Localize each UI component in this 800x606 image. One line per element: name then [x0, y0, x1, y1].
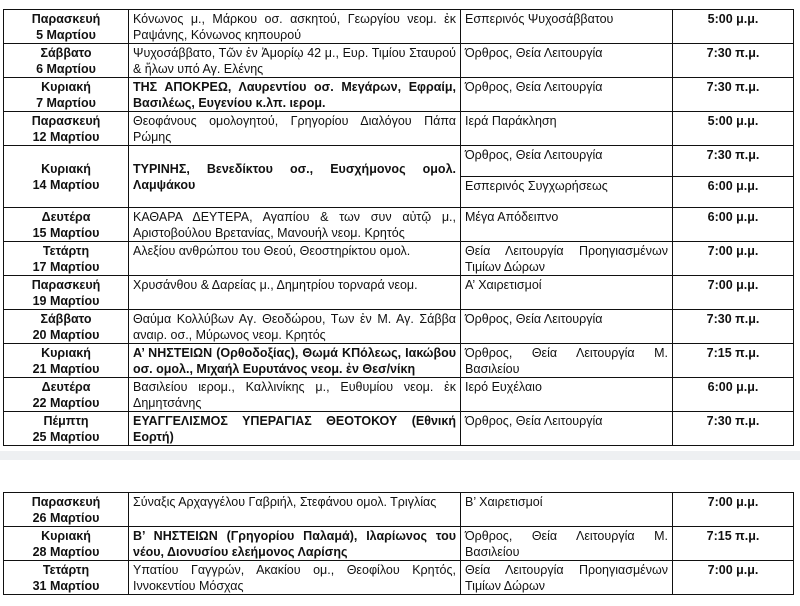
day-name: Κυριακή: [41, 346, 91, 360]
time-cell: 7:00 μ.μ.: [673, 276, 794, 310]
time-cell: 5:00 μ.μ.: [673, 10, 794, 44]
service-cell: Β’ Χαιρετισμοί: [461, 493, 673, 527]
feast-cell: Θαύμα Κολλύβων Αγ. Θεοδώρου, Των ἐν Μ. Αγ. Σάββα αναιρ. οσ., Μύρωνος νεομ. Κρητός: [129, 310, 461, 344]
table-row: [4, 208, 794, 242]
date-text: 31 Μαρτίου: [32, 579, 100, 593]
date-text: 14 Μαρτίου: [32, 178, 100, 192]
day-name: Πέμπτη: [43, 414, 89, 428]
date-text: 26 Μαρτίου: [32, 511, 100, 525]
feast-cell: Σύναξις Αρχαγγέλου Γαβριήλ, Στεφάνου ομολ. Τριγλίας: [129, 493, 461, 527]
feast-cell: Β’ ΝΗΣΤΕΙΩΝ (Γρηγορίου Παλαμά), Ιλαρίωνος του νέου, Διονυσίου ελεήμονος Λαρίσης: [129, 527, 461, 561]
time-cell: 7:00 μ.μ.: [673, 493, 794, 527]
feast-cell: ΚΑΘΑΡΑ ΔΕΥΤΕΡΑ, Αγαπίου & των συν αὐτῷ μ., Αριστοβούλου Βρετανίας, Μανουήλ νεομ. Κρητός: [129, 208, 461, 242]
date-text: 19 Μαρτίου: [32, 294, 100, 308]
service-cell: Εσπερινός Ψυχοσάββατου: [461, 10, 673, 44]
day-name: Σάββατο: [40, 312, 92, 326]
schedule-table-1: [3, 9, 794, 446]
date-cell: [4, 44, 129, 78]
table-row: [4, 242, 794, 276]
date-text: 12 Μαρτίου: [32, 130, 100, 144]
feast-cell: Βασιλείου ιερομ., Καλλινίκης μ., Ευθυμίου νεομ. ἐκ Δημητσάνης: [129, 378, 461, 412]
service-cell: Όρθρος, Θεία Λειτουργία Μ. Βασιλείου: [461, 527, 673, 561]
table-row: [4, 378, 794, 412]
date-cell: [4, 493, 129, 527]
date-cell: [4, 527, 129, 561]
date-cell: [4, 10, 129, 44]
table-row: [4, 44, 794, 78]
time-cell: 7:30 π.μ.: [673, 146, 794, 177]
table-row: [4, 561, 794, 595]
date-text: 22 Μαρτίου: [32, 396, 100, 410]
feast-cell: Κόνωνος μ., Μάρκου οσ. ασκητού, Γεωργίου νεομ. ἐκ Ραψάνης, Κόνωνος κηπουρού: [129, 10, 461, 44]
day-name: Κυριακή: [41, 80, 91, 94]
date-cell: [4, 208, 129, 242]
time-cell: 7:15 π.μ.: [673, 527, 794, 561]
date-text: 17 Μαρτίου: [32, 260, 100, 274]
day-name: Παρασκευή: [31, 495, 101, 509]
day-name: Δευτέρα: [41, 380, 91, 394]
feast-cell: Ψυχοσάββατο, Τῶν ἐν Ἀμορίῳ 42 μ., Ευρ. Τιμίου Σταυρού & ἥλων υπό Αγ. Ελένης: [129, 44, 461, 78]
day-name: Παρασκευή: [31, 114, 101, 128]
service-cell: Όρθρος, Θεία Λειτουργία: [461, 78, 673, 112]
service-cell: Ιερό Ευχέλαιο: [461, 378, 673, 412]
date-text: 7 Μαρτίου: [36, 96, 96, 110]
service-cell: Α’ Χαιρετισμοί: [461, 276, 673, 310]
service-cell: Θεία Λειτουργία Προηγιασμένων Τιμίων Δώρων: [461, 561, 673, 595]
service-cell: Όρθρος, Θεία Λειτουργία: [461, 310, 673, 344]
date-text: 28 Μαρτίου: [32, 545, 100, 559]
table-row: [4, 310, 794, 344]
table-row: [4, 78, 794, 112]
date-cell: [4, 112, 129, 146]
feast-cell: Αλεξίου ανθρώπου του Θεού, Θεοστηρίκτου ομολ.: [129, 242, 461, 276]
date-cell: [4, 146, 129, 208]
time-cell: 6:00 μ.μ.: [673, 177, 794, 208]
table-row: [4, 412, 794, 446]
day-name: Κυριακή: [41, 529, 91, 543]
date-cell: [4, 276, 129, 310]
time-cell: 7:00 μ.μ.: [673, 561, 794, 595]
schedule-table-2: [3, 492, 794, 595]
table-row: [4, 344, 794, 378]
time-cell: 7:00 μ.μ.: [673, 242, 794, 276]
service-cell: Όρθρος, Θεία Λειτουργία Μ. Βασιλείου: [461, 344, 673, 378]
feast-cell: Υπατίου Γαγγρών, Ακακίου ομ., Θεοφίλου Κρητός, Ιννοκεντίου Μόσχας: [129, 561, 461, 595]
day-name: Τετάρτη: [42, 244, 90, 258]
date-cell: [4, 344, 129, 378]
day-name: Δευτέρα: [41, 210, 91, 224]
service-cell: Θεία Λειτουργία Προηγιασμένων Τιμίων Δώρων: [461, 242, 673, 276]
date-text: 6 Μαρτίου: [36, 62, 96, 76]
date-text: 15 Μαρτίου: [32, 226, 100, 240]
table-row: [4, 276, 794, 310]
feast-cell: Χρυσάνθου & Δαρείας μ., Δημητρίου τορναρά νεομ.: [129, 276, 461, 310]
day-name: Κυριακή: [41, 162, 91, 176]
service-cell: Ιερά Παράκληση: [461, 112, 673, 146]
time-cell: 7:30 π.μ.: [673, 412, 794, 446]
service-cell: Μέγα Απόδειπνο: [461, 208, 673, 242]
day-name: Τετάρτη: [42, 563, 90, 577]
date-text: 25 Μαρτίου: [32, 430, 100, 444]
page-break: [0, 451, 800, 460]
day-name: Σάββατο: [40, 46, 92, 60]
date-cell: [4, 78, 129, 112]
service-cell: Όρθρος, Θεία Λειτουργία: [461, 44, 673, 78]
time-cell: 6:00 μ.μ.: [673, 208, 794, 242]
table-row: [4, 493, 794, 527]
table-row: [4, 527, 794, 561]
date-cell: [4, 378, 129, 412]
service-cell: Όρθρος, Θεία Λειτουργία: [461, 412, 673, 446]
date-cell: [4, 310, 129, 344]
day-name: Παρασκευή: [31, 278, 101, 292]
service-cell: Όρθρος, Θεία Λειτουργία: [461, 146, 673, 177]
table-row: [4, 112, 794, 146]
time-cell: 7:30 π.μ.: [673, 44, 794, 78]
day-name: Παρασκευή: [31, 12, 101, 26]
feast-cell: Θεοφάνους ομολογητού, Γρηγορίου Διαλόγου Πάπα Ρώμης: [129, 112, 461, 146]
date-cell: [4, 561, 129, 595]
date-text: 20 Μαρτίου: [32, 328, 100, 342]
date-cell: [4, 412, 129, 446]
feast-cell: ΕΥΑΓΓΕΛΙΣΜΟΣ ΥΠΕΡΑΓΙΑΣ ΘΕΟΤΟΚΟΥ (Εθνική Εορτή): [129, 412, 461, 446]
feast-cell: ΤΗΣ ΑΠΟΚΡΕΩ, Λαυρεντίου οσ. Μεγάρων, Εφραίμ, Βασιλέως, Ευγενίου κ.λπ. ιερομ.: [129, 78, 461, 112]
time-cell: 7:30 π.μ.: [673, 310, 794, 344]
time-cell: 7:30 π.μ.: [673, 78, 794, 112]
feast-cell: ΤΥΡΙΝΗΣ, Βενεδίκτου οσ., Ευσχήμονος ομολ. Λαμψάκου: [129, 146, 461, 208]
table-row: [4, 10, 794, 44]
feast-cell: Α’ ΝΗΣΤΕΙΩΝ (Ορθοδοξίας), Θωμά ΚΠόλεως, Ιακώβου οσ. ομολ., Μιχαήλ Ευρυτάνος νεομ. ἐν Θεσ/νίκη: [129, 344, 461, 378]
date-text: 5 Μαρτίου: [36, 28, 96, 42]
date-text: 21 Μαρτίου: [32, 362, 100, 376]
service-cell: Εσπερινός Συγχωρήσεως: [461, 177, 673, 208]
date-cell: [4, 242, 129, 276]
table-row: [4, 146, 794, 177]
time-cell: 5:00 μ.μ.: [673, 112, 794, 146]
time-cell: 7:15 π.μ.: [673, 344, 794, 378]
time-cell: 6:00 μ.μ.: [673, 378, 794, 412]
